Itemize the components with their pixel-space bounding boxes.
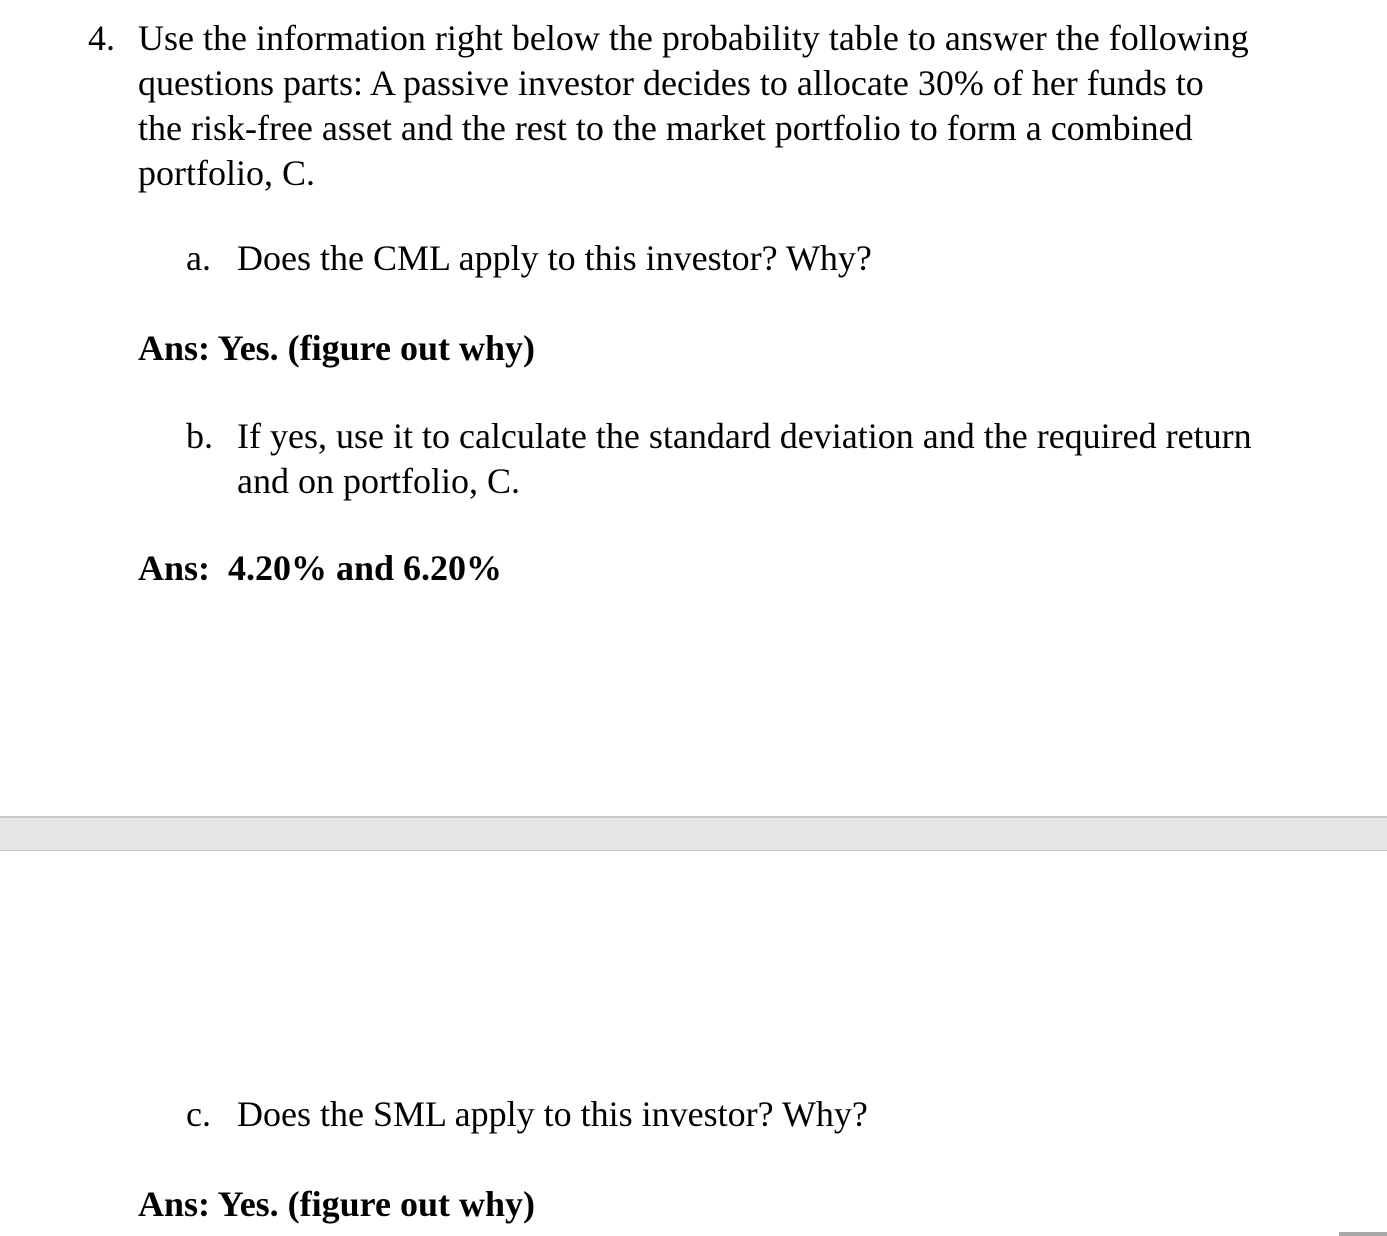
scrollbar-thumb[interactable] — [1339, 1232, 1387, 1236]
part-c-letter: c. — [186, 1094, 211, 1134]
page-break-separator — [0, 816, 1387, 851]
part-a-question: Does the CML apply to this investor? Why? — [237, 238, 872, 278]
question-line: Use the information right below the probability table to answer the following — [138, 18, 1249, 58]
question-number: 4. — [88, 18, 115, 58]
part-a-letter: a. — [186, 238, 211, 278]
part-b-letter: b. — [186, 416, 213, 456]
part-a-answer: Ans: Yes. (figure out why) — [138, 328, 536, 368]
part-c-question: Does the SML apply to this investor? Why? — [237, 1094, 868, 1134]
question-line: the risk-free asset and the rest to the market portfolio to form a combined — [138, 108, 1193, 148]
part-b-answer: Ans: 4.20% and 6.20% — [138, 548, 503, 588]
question-text — [138, 16, 1353, 196]
part-b-line: and on portfolio, C. — [237, 461, 520, 501]
question-line: questions parts: A passive investor decides to allocate 30% of her funds to — [138, 63, 1204, 103]
part-c-answer: Ans: Yes. (figure out why) — [138, 1184, 536, 1224]
question-line: portfolio, C. — [138, 153, 315, 193]
document-page-2 — [0, 851, 1387, 1236]
part-b-question — [237, 414, 1252, 504]
part-b-line: If yes, use it to calculate the standard deviation and the required return — [237, 416, 1252, 456]
